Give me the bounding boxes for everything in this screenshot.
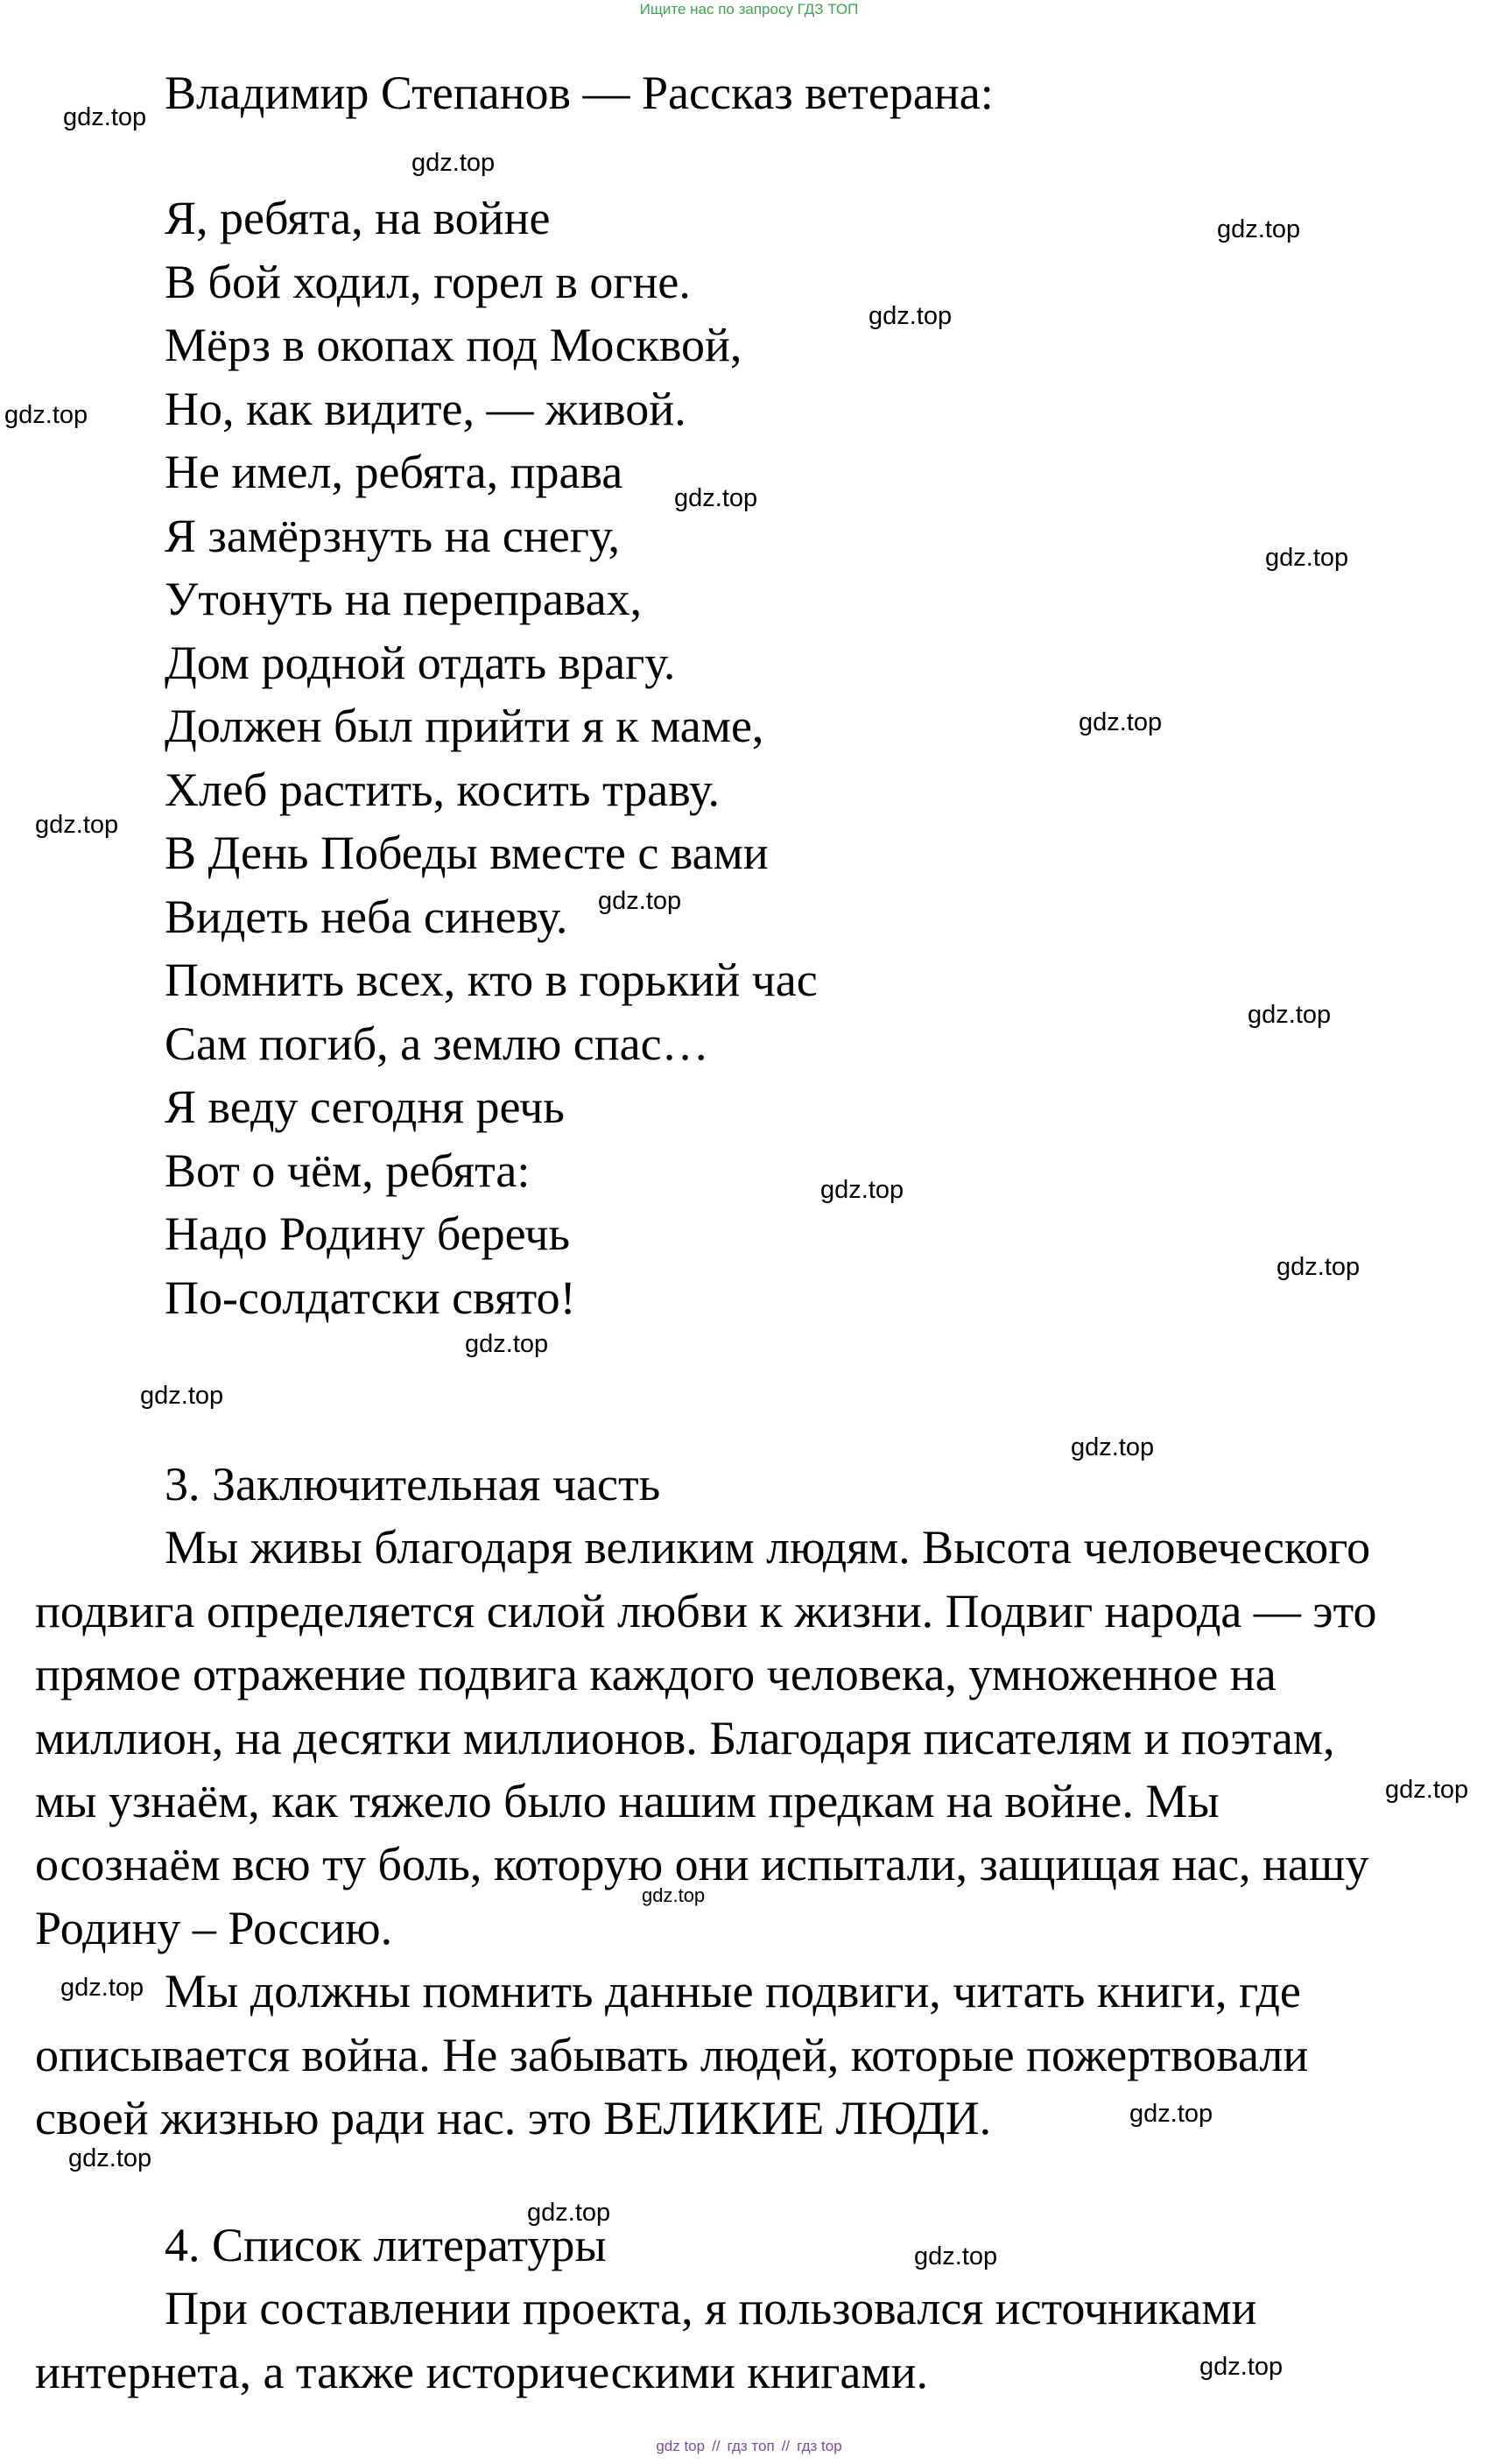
conclusion-section <box>35 1453 1401 2150</box>
watermark: gdz.top <box>1265 544 1349 572</box>
literature-paragraph: При составлении проекта, я пользовался источниками интернета, а также историческими книгами. <box>35 2282 1257 2398</box>
poem <box>165 187 818 1329</box>
watermark: gdz.top <box>411 149 496 177</box>
poem-line: Хлеб растить, косить траву. <box>165 763 720 816</box>
watermark: gdz.top <box>1217 215 1301 243</box>
watermark: gdz.top <box>598 887 682 915</box>
poem-line: По-солдатски свято! <box>165 1271 576 1324</box>
conclusion-paragraph: Мы живы благодаря великим людям. Высота человеческого подвига определяется силой любви к жизни. Подвиг народа — это прямое отражение подвига каждого человека, умноженное на миллион, на десятки миллионов. Благодаря писателям и поэтам, мы узнаём, как тяжело было нашим предкам на войне. Мы осознаём всю ту боль, которую они испытали, защищая нас, нашу Родину – Россию. <box>35 1521 1377 1954</box>
watermark: gdz.top <box>63 103 147 131</box>
poem-line: Я, ребята, на войне <box>165 192 551 244</box>
poem-title: Владимир Степанов — Рассказ ветерана: <box>165 67 994 119</box>
watermark: gdz.top <box>68 2144 152 2172</box>
conclusion-heading: 3. Заключительная часть <box>165 1458 661 1510</box>
footer-separator: // <box>781 2438 791 2454</box>
watermark: gdz.top <box>527 2199 611 2227</box>
watermark: gdz.top <box>1385 1776 1469 1804</box>
poem-line: В бой ходил, горел в огне. <box>165 255 691 308</box>
poem-line: Видеть неба синеву. <box>165 890 568 943</box>
watermark: gdz.top <box>1079 708 1163 736</box>
watermark: gdz.top <box>820 1176 904 1204</box>
footer-link[interactable]: gdz top <box>656 2438 706 2454</box>
literature-section <box>35 2214 1401 2404</box>
poem-line: В День Победы вместе с вами <box>165 827 769 879</box>
poem-line: Дом родной отдать врагу. <box>165 636 676 689</box>
literature-heading: 4. Список литературы <box>165 2219 607 2271</box>
header-note: Ищите нас по запросу ГДЗ ТОП <box>639 1 859 18</box>
poem-line: Должен был прийти я к маме, <box>165 700 764 752</box>
footer-separator: // <box>712 2438 721 2454</box>
poem-line: Помнить всех, кто в горький час <box>165 954 818 1006</box>
watermark: gdz.top <box>869 302 953 330</box>
watermark: gdz.top <box>60 1974 144 2002</box>
watermark: gdz.top <box>1276 1253 1361 1281</box>
watermark: gdz.top <box>674 484 758 512</box>
watermark: gdz.top <box>914 2242 998 2270</box>
poem-line: Сам погиб, а землю спас… <box>165 1017 709 1070</box>
watermark: gdz.top <box>1071 1433 1155 1461</box>
poem-line: Мёрз в окопах под Москвой, <box>165 319 742 371</box>
poem-line: Утонуть на переправах, <box>165 573 643 625</box>
footer <box>0 2437 1498 2456</box>
poem-line: Надо Родину беречь <box>165 1207 570 1260</box>
conclusion-paragraph: Мы должны помнить данные подвиги, читать книги, где описывается война. Не забывать людей, которые пожертвовали своей жизнью ради нас. это ВЕЛИКИЕ ЛЮДИ. <box>35 1965 1309 2145</box>
watermark: gdz.top <box>1248 1001 1332 1029</box>
poem-line: Я веду сегодня речь <box>165 1081 565 1133</box>
watermark: gdz.top <box>140 1382 224 1410</box>
footer-link[interactable]: гдз top <box>797 2438 842 2454</box>
footer-link[interactable]: гдз топ <box>727 2438 775 2454</box>
poem-line: Я замёрзнуть на снегу, <box>165 509 621 562</box>
watermark: gdz.top <box>1199 2353 1283 2381</box>
watermark: gdz.top <box>465 1330 549 1358</box>
watermark: gdz.top <box>1129 2100 1213 2128</box>
watermark: gdz.top <box>35 811 119 839</box>
poem-line: Но, как видите, — живой. <box>165 382 686 435</box>
poem-line: Не имел, ребята, права <box>165 446 623 498</box>
watermark: gdz.top <box>4 401 88 429</box>
watermark: gdz.top <box>642 1884 706 1906</box>
poem-line: Вот о чём, ребята: <box>165 1144 531 1197</box>
